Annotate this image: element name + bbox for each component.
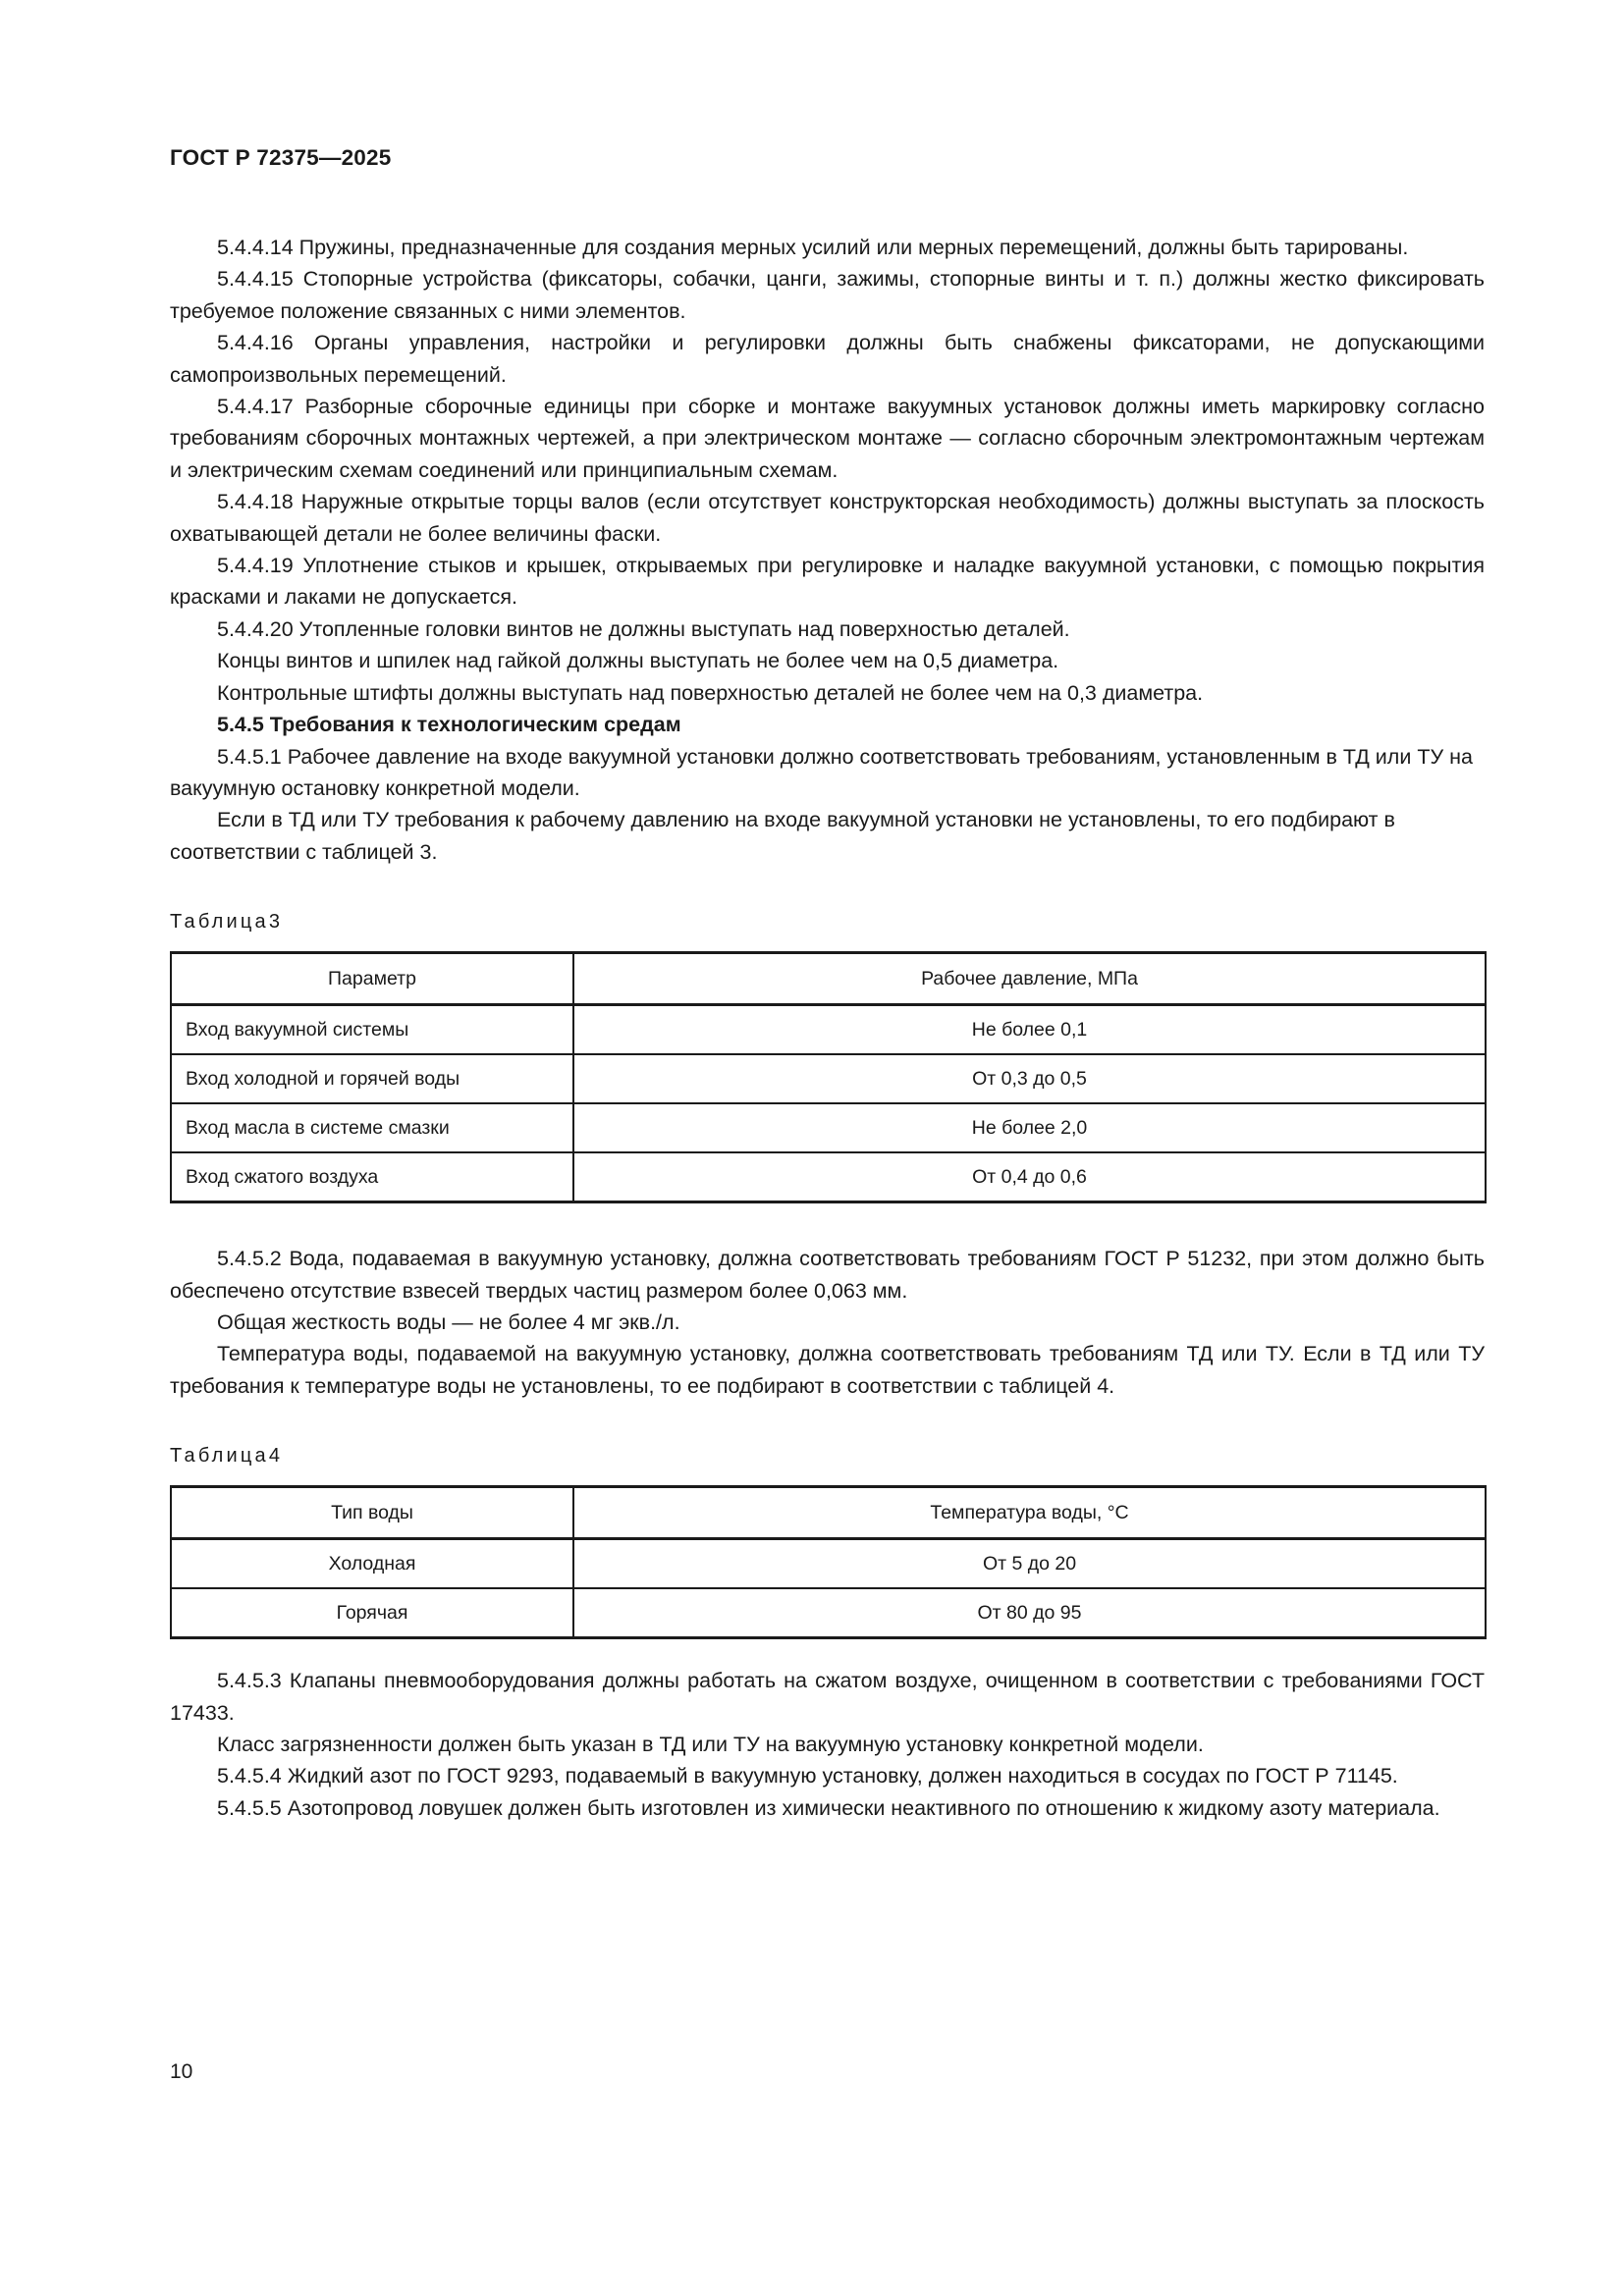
table3-cell-param-4: Вход сжатого воздуха	[171, 1152, 573, 1202]
table3-column-header-parameter: Параметр	[171, 953, 573, 1005]
paragraph-5-4-4-18: 5.4.4.18 Наружные открытые торцы валов (если отсутствует конструкторская необходимость) должны выступать за плоскость охватывающей детали не более величины фаски.	[170, 490, 1485, 546]
table4-caption-number: 4	[268, 1445, 280, 1468]
paragraph-water-hardness: Общая жесткость воды — не более 4 мг экв./л.	[217, 1309, 680, 1334]
table3-cell-param-1: Вход вакуумной системы	[171, 1005, 573, 1055]
table3-header-row	[171, 953, 1486, 1005]
table-water-temperature	[170, 1485, 1487, 1639]
table3-cell-value-2: От 0,3 до 0,5	[573, 1054, 1486, 1103]
spacer-table3-caption-to-table	[170, 936, 1485, 951]
spacer-after-table4	[170, 1639, 1485, 1665]
subheading-5-4-5: 5.4.5 Требования к технологическим средам	[217, 713, 681, 737]
page-number: 10	[170, 2060, 193, 2083]
paragraph-5-4-5-2: 5.4.5.2 Вода, подаваемая в вакуумную установку, должна соответствовать требованиям ГОСТ Р 51232, при этом должно быть обеспечено отсутствие взвесей твердых частиц размером более 0,063 мм.	[170, 1247, 1485, 1303]
paragraph-5-4-4-14: 5.4.4.14 Пружины, предназначенные для создания мерных усилий или мерных перемещений, должны быть тарированы.	[217, 236, 1409, 259]
table3-cell-param-2: Вход холодной и горячей воды	[171, 1054, 573, 1103]
paragraph-5-4-4-19: 5.4.4.19 Уплотнение стыков и крышек, открываемых при регулировке и наладке вакуумной установки, с помощью покрытия красками и лаками не допускается.	[170, 554, 1485, 610]
page-body	[170, 232, 1485, 1824]
paragraph-screw-ends: Концы винтов и шпилек над гайкой должны выступать не более чем на 0,5 диаметра.	[217, 649, 1059, 673]
table4-wrapper	[170, 1485, 1485, 1639]
table4-column-header-temperature: Температура воды, °C	[573, 1487, 1486, 1539]
table3-caption-label: Таблица	[170, 911, 269, 934]
table-row	[171, 1539, 1486, 1589]
paragraph-5-4-5-3: 5.4.5.3 Клапаны пневмооборудования должны работать на сжатом воздухе, очищенном в соответствии с требованиями ГОСТ 17433.	[170, 1669, 1485, 1725]
paragraph-5-4-4-20: 5.4.4.20 Утопленные головки винтов не должны выступать над поверхностью деталей.	[217, 616, 1070, 641]
paragraph-5-4-5-1: 5.4.5.1 Рабочее давление на входе вакуумной установки должно соответствовать требованиям, установленным в ТД или ТУ на вакуумную остановку конкретной модели.	[170, 744, 1473, 800]
table-row	[171, 1005, 1486, 1055]
table3-column-header-pressure: Рабочее давление, МПа	[573, 953, 1486, 1005]
table4-column-header-water-type: Тип воды	[171, 1487, 573, 1539]
paragraph-5-4-5-5: 5.4.5.5 Азотопровод ловушек должен быть изготовлен из химически неактивного по отношению к жидкому азоту материала.	[217, 1795, 1440, 1820]
spacer-table4-caption-to-table	[170, 1470, 1485, 1485]
table3-cell-value-3: Не более 2,0	[573, 1103, 1486, 1152]
spacer-before-table4-caption	[170, 1402, 1485, 1441]
spacer-after-table3	[170, 1203, 1485, 1243]
paragraph-water-temperature: Температура воды, подаваемой на вакуумную установку, должна соответствовать требованиям ТД или ТУ. Если в ТД или ТУ требования к температуре воды не установлены, то ее подбирают в соответствии с таблицей 4.	[170, 1342, 1485, 1398]
paragraph-control-pins: Контрольные штифты должны выступать над поверхностью деталей не более чем на 0,3 диаметра.	[217, 680, 1204, 705]
table-row	[171, 1152, 1486, 1202]
table-row	[171, 1103, 1486, 1152]
paragraph-5-4-4-15: 5.4.4.15 Стопорные устройства (фиксаторы, собачки, цанги, зажимы, стопорные винты и т. п.) должны жестко фиксировать требуемое положение связанных с ними элементов.	[170, 267, 1485, 323]
table4-caption	[170, 1441, 1485, 1470]
table3-wrapper	[170, 951, 1485, 1203]
paragraph-5-4-4-16: 5.4.4.16 Органы управления, настройки и регулировки должны быть снабжены фиксаторами, не допускающими самопроизвольных перемещений.	[170, 331, 1485, 387]
paragraph-table3-reference: Если в ТД или ТУ требования к рабочему давлению на входе вакуумной установки не установлены, то его подбирают в соответствии с таблицей 3.	[170, 808, 1395, 864]
table3-caption	[170, 907, 1485, 936]
table4-header-row	[171, 1487, 1486, 1539]
table-row	[171, 1054, 1486, 1103]
table4-caption-label: Таблица	[170, 1445, 269, 1468]
table4-cell-value-1: От 5 до 20	[573, 1539, 1486, 1589]
table3-cell-value-1: Не более 0,1	[573, 1005, 1486, 1055]
paragraph-contamination-class: Класс загрязненности должен быть указан в ТД или ТУ на вакуумную установку конкретной модели.	[217, 1732, 1204, 1756]
table4-cell-type-1: Холодная	[171, 1539, 573, 1589]
table-row	[171, 1588, 1486, 1638]
table4-cell-value-2: От 80 до 95	[573, 1588, 1486, 1638]
paragraph-5-4-4-17: 5.4.4.17 Разборные сборочные единицы при сборке и монтаже вакуумных установок должны иметь маркировку согласно требованиям сборочных монтажных чертежей, а при электрическом монтаже — согласно сборочным электромонтажным чертежам и электрическим схемам соединений или принципиальным схемам.	[170, 395, 1485, 482]
spacer-before-table3-caption	[170, 868, 1485, 907]
paragraph-5-4-5-4: 5.4.5.4 Жидкий азот по ГОСТ 9293, подаваемый в вакуумную установку, должен находиться в сосудах по ГОСТ Р 71145.	[217, 1764, 1398, 1789]
table4-cell-type-2: Горячая	[171, 1588, 573, 1638]
table3-caption-number: 3	[268, 911, 280, 934]
table-operating-pressure	[170, 951, 1487, 1203]
running-header-standard-number: ГОСТ Р 72375—2025	[170, 145, 392, 170]
table3-cell-value-4: От 0,4 до 0,6	[573, 1152, 1486, 1202]
table3-cell-param-3: Вход масла в системе смазки	[171, 1103, 573, 1152]
